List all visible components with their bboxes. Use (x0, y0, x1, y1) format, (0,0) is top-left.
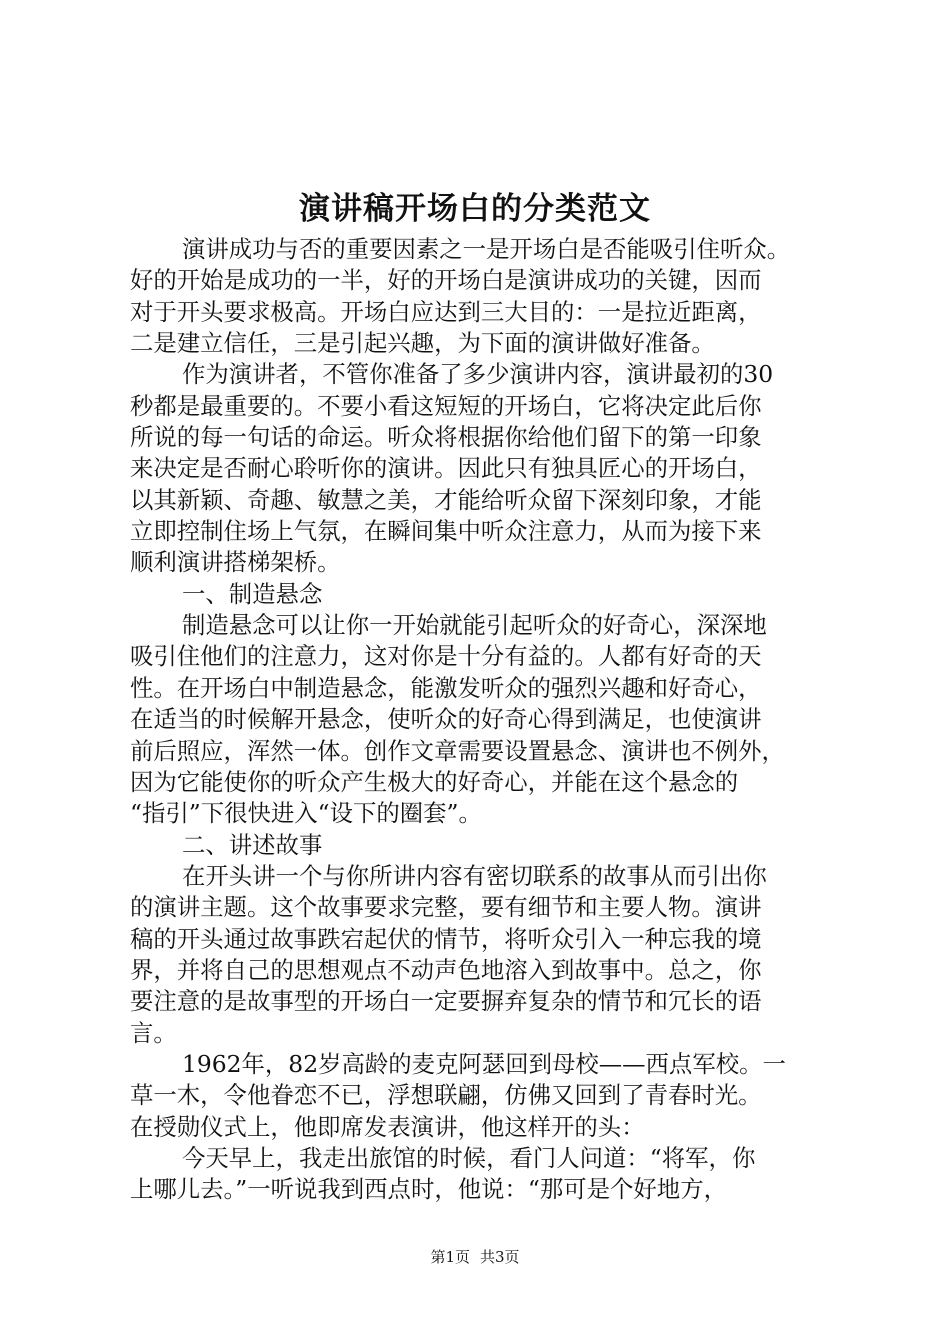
text-line: 一、制造悬念 (182, 579, 323, 608)
text-line: 立即控制住场上气氛，在瞬间集中听众注意力，从而为接下来 (130, 517, 762, 546)
text-line: 作为演讲者，不管你准备了多少演讲内容，演讲最初的30 (182, 360, 774, 389)
document-title: 演讲稿开场白的分类范文 (299, 191, 651, 227)
text-line: 好的开始是成功的一半，好的开场白是演讲成功的关键，因而 (130, 266, 762, 295)
text-line: 在适当的时候解开悬念，使听众的好奇心得到满足，也使演讲 (130, 705, 762, 734)
text-line: 来决定是否耐心聆听你的演讲。因此只有独具匠心的开场白， (130, 454, 762, 483)
text-line: 所说的每一句话的命运。听众将根据你给他们留下的第一印象 (130, 423, 762, 452)
text-line: 1962年，82岁高龄的麦克阿瑟回到母校——西点军校。一 (182, 1049, 786, 1078)
document-body (130, 234, 830, 1206)
text-line: 今天早上，我走出旅馆的时候，看门人问道：“将军，你 (182, 1143, 756, 1172)
text-line: 吸引住他们的注意力，这对你是十分有益的。人都有好奇的天 (130, 642, 762, 671)
text-line: 演讲成功与否的重要因素之一是开场白是否能吸引住听众。 (182, 235, 791, 263)
text-line: 制造悬念可以让你一开始就能引起听众的好奇心，深深地 (182, 611, 767, 640)
page-number: 第1页 (430, 1248, 470, 1266)
text-line: 因为它能使你的听众产生极大的好奇心，并能在这个悬念的 (130, 767, 739, 796)
text-line: 前后照应，浑然一体。创作文章需要设置悬念、演讲也不例外， (130, 736, 785, 765)
text-line: 二、讲述故事 (182, 830, 323, 859)
text-line: 顺利演讲搭梯架桥。 (130, 548, 341, 577)
text-line: 界，并将自己的思想观点不动声色地溶入到故事中。总之，你 (130, 955, 762, 984)
text-line: 要注意的是故事型的开场白一定要摒弃复杂的情节和冗长的语 (130, 987, 762, 1016)
text-line: 言。 (130, 1018, 177, 1047)
text-line: 秒都是最重要的。不要小看这短短的开场白，它将决定此后你 (130, 391, 762, 420)
text-line: 的演讲主题。这个故事要求完整，要有细节和主要人物。演讲 (130, 893, 762, 922)
text-line: 上哪儿去。”一听说我到西点时，他说：“那可是个好地方， (130, 1175, 727, 1204)
text-line: 草一木，令他眷恋不已，浮想联翩，仿佛又回到了青春时光。 (130, 1081, 762, 1110)
text-line: “指引”下很快进入“设下的圈套”。 (130, 799, 482, 828)
text-line: 对于开头要求极高。开场白应达到三大目的：一是拉近距离， (130, 297, 762, 326)
text-line: 稿的开头通过故事跌宕起伏的情节，将听众引入一种忘我的境 (130, 924, 762, 953)
text-line: 性。在开场白中制造悬念，能激发听众的强烈兴趣和好奇心， (130, 673, 762, 702)
page-total: 共3页 (480, 1248, 520, 1266)
text-line: 二是建立信任，三是引起兴趣，为下面的演讲做好准备。 (130, 329, 715, 358)
page-footer (0, 1247, 950, 1267)
text-line: 在开头讲一个与你所讲内容有密切联系的故事从而引出你 (182, 861, 767, 890)
text-line: 以其新颖、奇趣、敏慧之美，才能给听众留下深刻印象，才能 (130, 485, 762, 514)
text-line: 在授勋仪式上，他即席发表演讲，他这样开的头： (130, 1112, 645, 1141)
